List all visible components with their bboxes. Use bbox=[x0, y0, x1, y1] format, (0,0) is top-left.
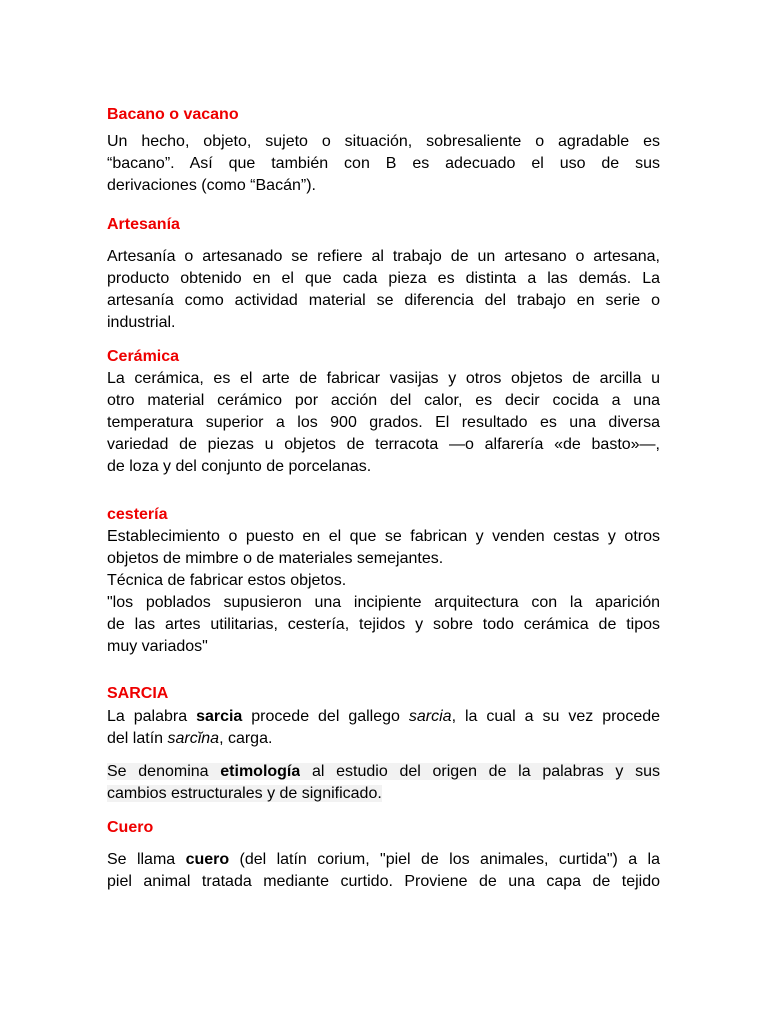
text-line: temperatura superior a los 900 grados. El resultado es una diversa bbox=[107, 414, 660, 431]
text-line: piel animal tratada mediante curtido. Proviene de una capa de tejido bbox=[107, 873, 660, 890]
heading-sarcia: SARCIA bbox=[107, 685, 169, 702]
text-line: derivaciones (como “Bacán”). bbox=[107, 177, 316, 194]
heading-cesteria: cestería bbox=[107, 506, 168, 523]
paragraph-artesania bbox=[107, 246, 660, 334]
paragraph-sarcia bbox=[107, 706, 660, 750]
text-line: Artesanía o artesanado se refiere al trabajo de un artesano o artesana, bbox=[107, 248, 660, 265]
text-line: artesanía como actividad material se diferencia del trabajo en serie o bbox=[107, 292, 660, 309]
paragraph-cesteria bbox=[107, 526, 660, 658]
text-line: Un hecho, objeto, sujeto o situación, sobresaliente o agradable es bbox=[107, 133, 660, 150]
text-line: “bacano”. Así que también con B es adecuado el uso de sus bbox=[107, 155, 660, 172]
text-line: cambios estructurales y de significado. bbox=[107, 785, 382, 802]
text-line: Se llama cuero (del latín corium, "piel de los animales, curtida") a la bbox=[107, 851, 660, 868]
heading-ceramica: Cerámica bbox=[107, 348, 180, 365]
text-line: La cerámica, es el arte de fabricar vasijas y otros objetos de arcilla u bbox=[107, 370, 660, 387]
text-line: producto obtenido en el que cada pieza es distinta a las demás. La bbox=[107, 270, 660, 287]
text-line: La palabra sarcia procede del gallego sarcia, la cual a su vez procede bbox=[107, 708, 661, 725]
paragraph-bacano bbox=[107, 131, 660, 197]
text-line: Se denomina etimología al estudio del origen de la palabras y sus bbox=[107, 763, 661, 780]
heading-bacano: Bacano o vacano bbox=[107, 106, 239, 123]
text-line: Establecimiento o puesto en el que se fabrican y venden cestas y otros bbox=[107, 528, 660, 545]
text-line: industrial. bbox=[107, 314, 176, 331]
text-line: del latín sarcĭna, carga. bbox=[107, 730, 273, 747]
heading-cuero: Cuero bbox=[107, 819, 154, 836]
text-line: de loza y del conjunto de porcelanas. bbox=[107, 458, 372, 475]
text-line: Técnica de fabricar estos objetos. bbox=[107, 572, 347, 589]
text-line: "los poblados supusieron una incipiente arquitectura con la aparición bbox=[107, 594, 660, 611]
text-line: objetos de mimbre o de materiales semejantes. bbox=[107, 550, 444, 567]
text-line: muy variados" bbox=[107, 638, 208, 655]
heading-artesania: Artesanía bbox=[107, 216, 180, 233]
text-line: otro material cerámico por acción del calor, es decir cocida a una bbox=[107, 392, 660, 409]
text-line: variedad de piezas u objetos de terracota —o alfarería «de basto»—, bbox=[107, 436, 660, 453]
text-line: de las artes utilitarias, cestería, tejidos y sobre todo cerámica de tipos bbox=[107, 616, 660, 633]
paragraph-cuero bbox=[107, 849, 660, 893]
paragraph-ceramica bbox=[107, 368, 660, 478]
paragraph-etimologia bbox=[107, 761, 660, 805]
